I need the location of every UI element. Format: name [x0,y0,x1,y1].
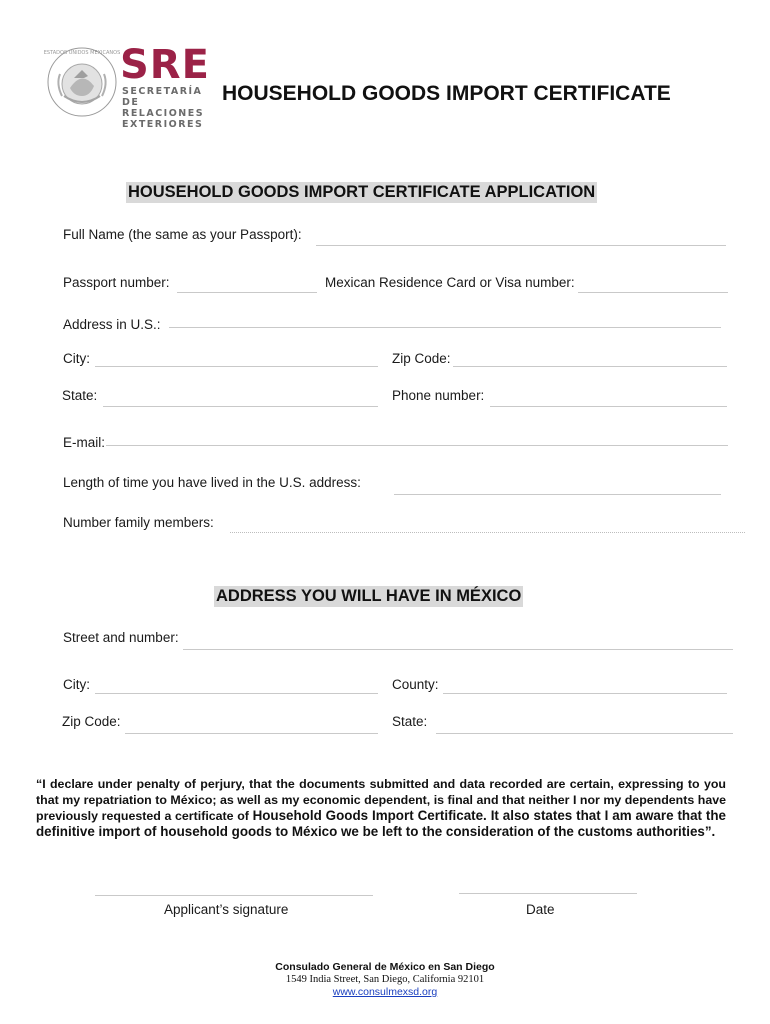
length-of-time-label: Length of time you have lived in the U.S. address: [63,475,361,490]
county-field[interactable] [443,693,727,694]
family-members-label: Number family members: [63,515,214,530]
zip-code-field[interactable] [453,366,727,367]
county-label: County: [392,677,439,692]
email-field[interactable] [106,445,728,446]
footer-address: 1549 India Street, San Diego, California 92101 [285,973,485,985]
mexican-seal-icon [44,44,120,120]
application-section-title: HOUSEHOLD GOODS IMPORT CERTIFICATE APPLICATION [128,183,596,201]
street-number-label: Street and number: [63,630,179,645]
page-title: HOUSEHOLD GOODS IMPORT CERTIFICATE [222,82,671,105]
city-label: City: [63,351,90,366]
zip-code-label: Zip Code: [392,351,451,366]
sre-brand: SRE [120,42,210,88]
state-label: State: [62,388,98,403]
passport-label: Passport number: [63,275,170,290]
applicant-signature-label: Applicant’s signature [164,902,289,917]
phone-field[interactable] [490,406,727,407]
seal-text: ESTADOS UNIDOS MEXICANOS [44,50,120,56]
date-label: Date [526,902,555,917]
mx-state-label: State: [392,714,428,729]
mx-city-field[interactable] [95,693,378,694]
footer-consulate: Consulado General de México en San Diego [275,961,495,973]
mexico-address-section-title: ADDRESS YOU WILL HAVE IN MÉXICO [216,587,522,605]
email-label: E-mail: [63,435,106,450]
state-field[interactable] [103,406,378,407]
sre-subtitle-line: RELACIONES [122,108,205,119]
family-members-field[interactable] [230,532,745,533]
sre-logo [44,42,214,130]
applicant-signature-field[interactable] [95,895,373,896]
mx-city-label: City: [63,677,90,692]
mx-zip-code-field[interactable] [125,733,378,734]
date-field[interactable] [459,893,637,894]
city-field[interactable] [95,366,378,367]
footer [200,961,570,999]
full-name-label: Full Name (the same as your Passport): [63,227,302,242]
sre-subtitle [122,86,214,130]
passport-field[interactable] [177,292,317,293]
length-of-time-field[interactable] [394,494,721,495]
declaration-part-1: “I declare under penalty of perjury, that the documents submitted and data recorded are certain, expressing to you that my repatriation to México; as well as my economic dependent, is final and that neither I nor my dependents have previously requested a certificate of [36,777,726,823]
sre-subtitle-line: EXTERIORES [122,119,204,130]
mx-state-field[interactable] [436,733,733,734]
full-name-field[interactable] [316,245,726,246]
declaration-part-2: Household Goods Import Certificate. It also states that I am aware that the definitive import of household goods to México we be left to the consideration of the customs authorities”. [36,808,726,839]
address-us-label: Address in U.S.: [63,317,161,332]
sre-subtitle-line: SECRETARÍA DE [122,86,203,108]
street-number-field[interactable] [183,649,733,650]
residence-card-label: Mexican Residence Card or Visa number: [325,275,575,290]
address-us-field[interactable] [169,327,721,328]
phone-label: Phone number: [392,388,485,403]
footer-website-link[interactable]: www.consulmexsd.org [332,986,438,998]
declaration-text [36,776,726,840]
residence-card-field[interactable] [578,292,728,293]
mx-zip-code-label: Zip Code: [62,714,121,729]
